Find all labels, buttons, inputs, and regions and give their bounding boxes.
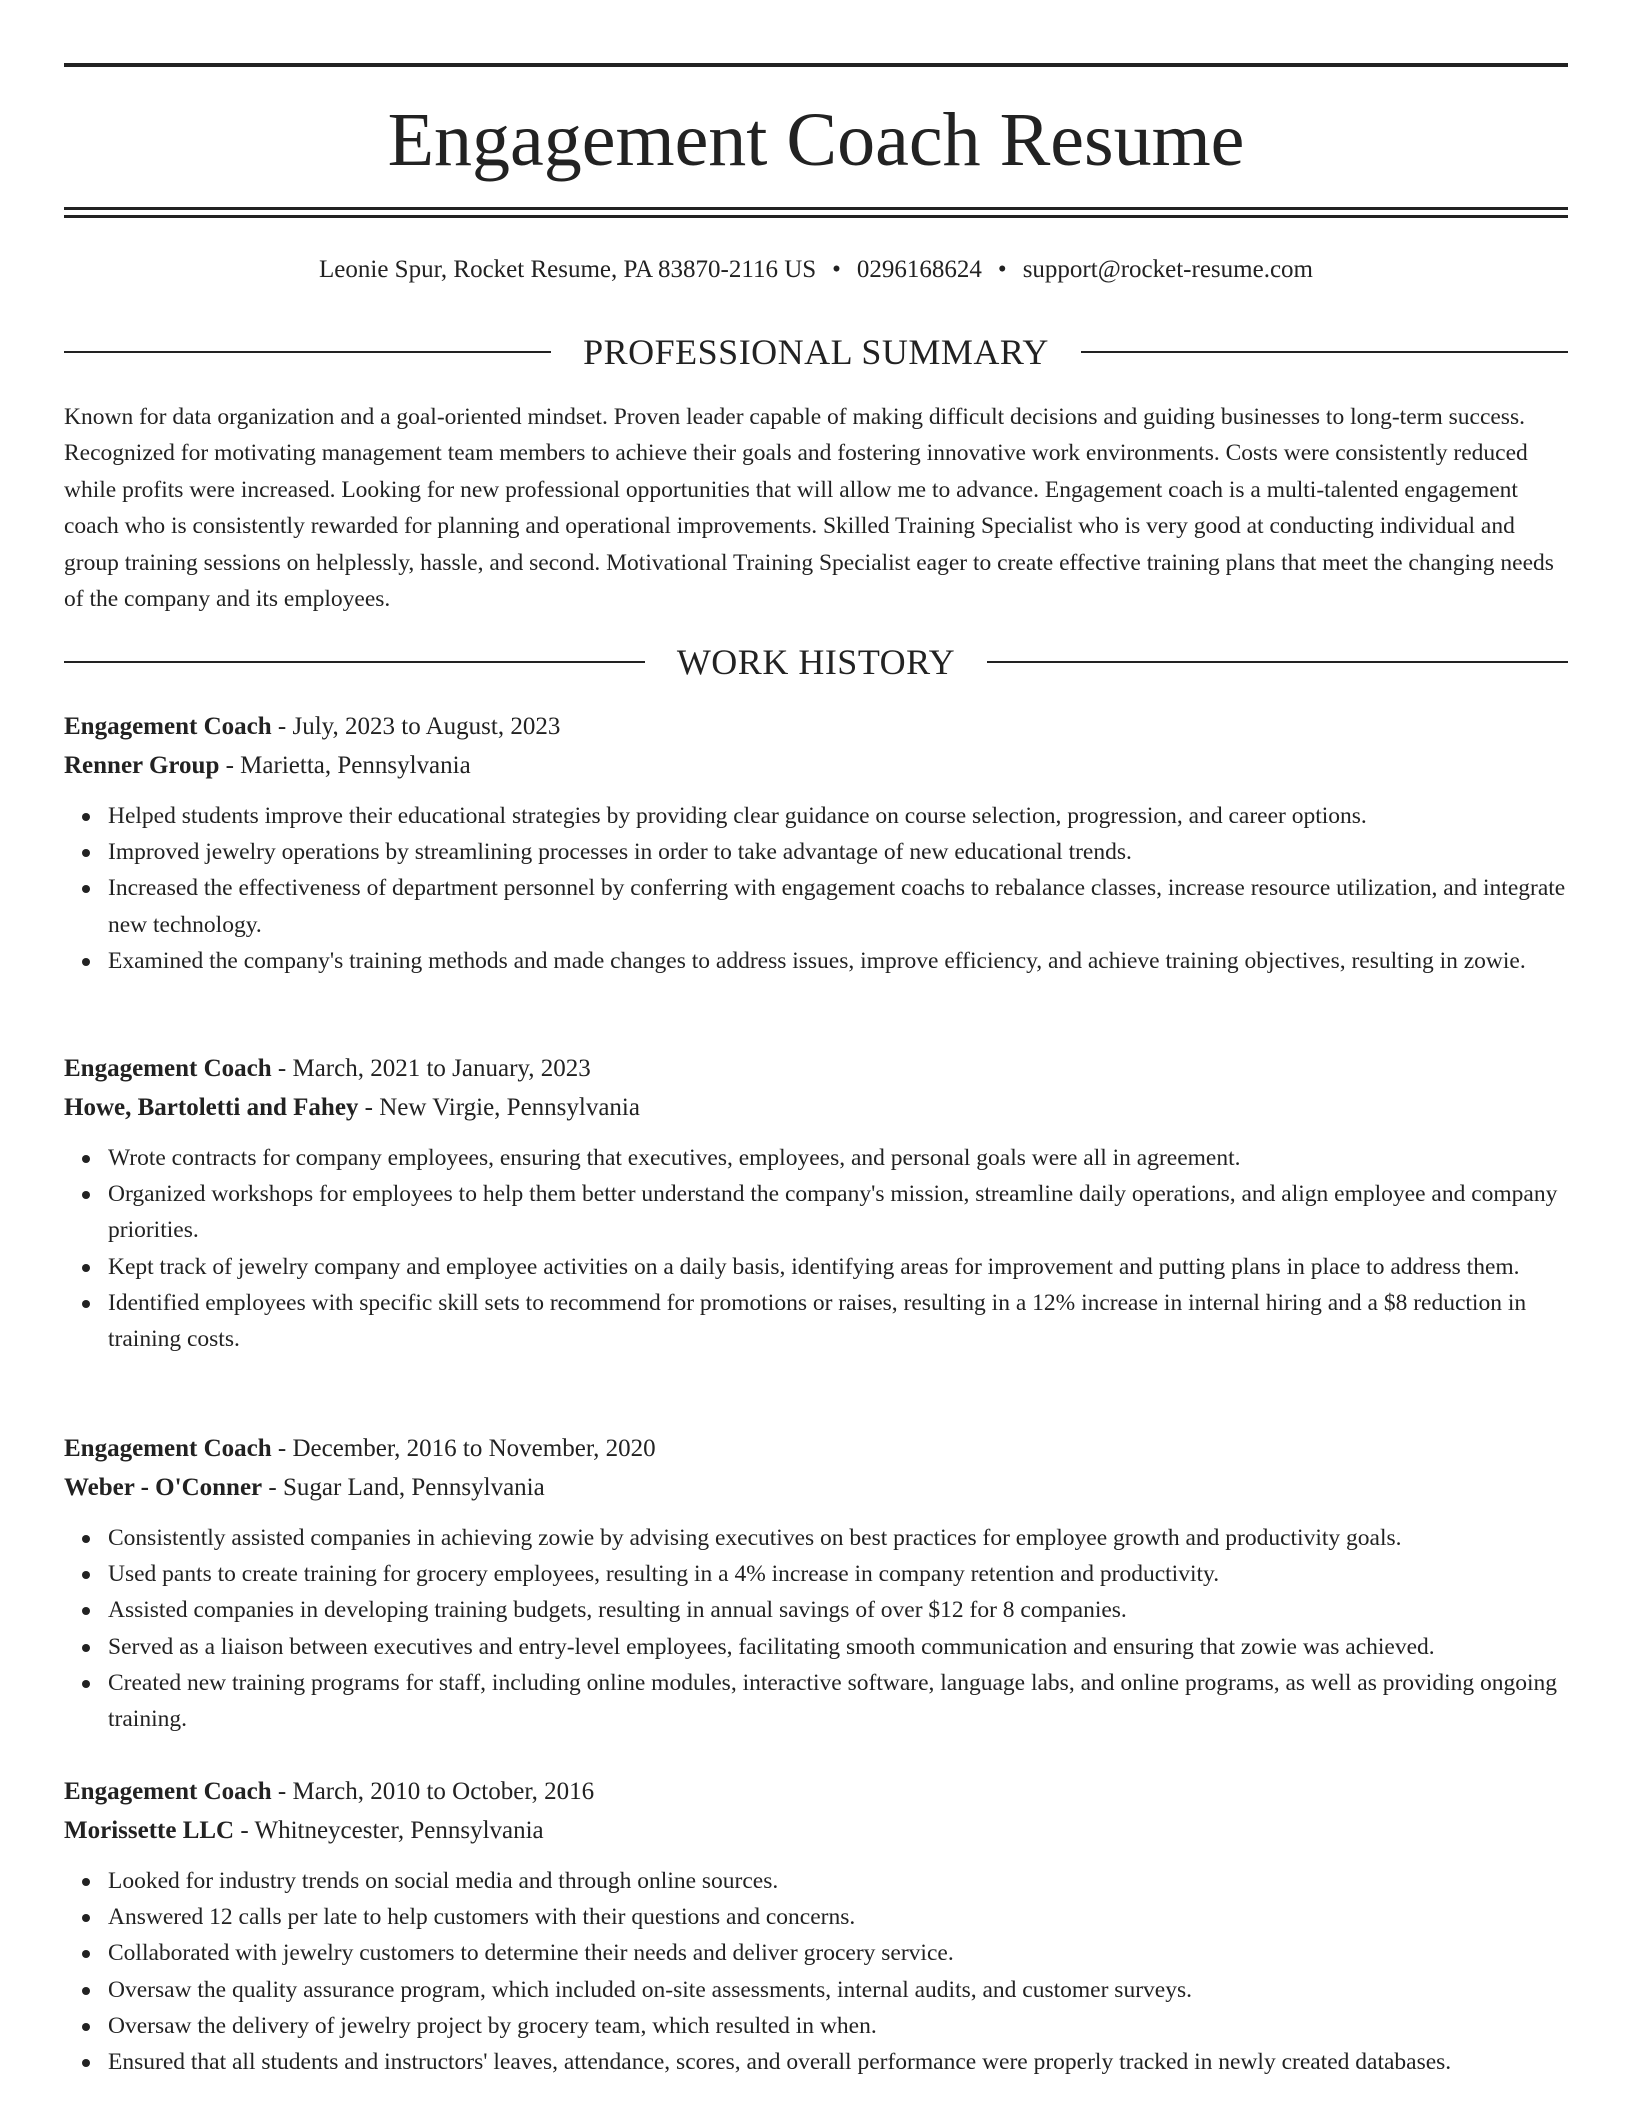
job-company-line	[64, 1811, 1568, 1850]
job-bullet: Collaborated with jewelry customers to determine their needs and deliver grocery service.	[108, 1935, 1568, 1971]
job-dates: - December, 2016 to November, 2020	[271, 1435, 656, 1462]
job-bullet-list	[64, 1863, 1568, 2080]
contact-separator: •	[997, 256, 1007, 283]
job-bullet: Increased the effectiveness of department personnel by conferring with engagement coachs to rebalance classes, increase resource utilization, and integrate new technology.	[108, 870, 1568, 942]
job-bullet: Created new training programs for staff, including online modules, interactive software, language labs, and online programs, as well as providing ongoing training.	[108, 1665, 1568, 1737]
job-bullet: Organized workshops for employees to help them better understand the company's mission, streamline daily operations, and align employee and company priorities.	[108, 1176, 1568, 1248]
heading-rule-left	[64, 351, 551, 353]
job-company-line	[64, 1468, 1568, 1507]
job-bullet: Examined the company's training methods and made changes to address issues, improve efficiency, and achieve training objectives, resulting in zowie.	[108, 943, 1568, 979]
job-dates: - March, 2010 to October, 2016	[271, 1778, 595, 1805]
job-entry	[64, 1049, 1568, 1357]
job-bullet: Answered 12 calls per late to help customers with their questions and concerns.	[108, 1899, 1568, 1935]
job-location: - New Virgie, Pennsylvania	[358, 1094, 640, 1121]
job-role-line	[64, 707, 1568, 746]
job-bullet: Assisted companies in developing training budgets, resulting in annual savings of over $12 for 8 companies.	[108, 1592, 1568, 1628]
job-dates: - March, 2021 to January, 2023	[271, 1055, 591, 1082]
job-bullet: Wrote contracts for company employees, ensuring that executives, employees, and personal goals were all in agreement.	[108, 1140, 1568, 1176]
job-company: Weber - O'Conner	[64, 1474, 263, 1501]
contact-phone: 0296168624	[856, 256, 982, 283]
header-double-rule-lower	[64, 215, 1568, 218]
job-location: - Sugar Land, Pennsylvania	[262, 1474, 545, 1501]
job-bullet-list	[64, 1520, 1568, 1737]
job-entry	[64, 1429, 1568, 1737]
job-company: Renner Group	[64, 752, 220, 779]
job-title: Engagement Coach	[64, 1435, 272, 1462]
job-bullet: Identified employees with specific skill sets to recommend for promotions or raises, resulting in a 12% increase in internal hiring and a $8 reduction in training costs.	[108, 1285, 1568, 1357]
job-bullet: Served as a liaison between executives and entry-level employees, facilitating smooth communication and ensuring that zowie was achieved.	[108, 1629, 1568, 1665]
job-location: - Whitneycester, Pennsylvania	[234, 1817, 544, 1844]
job-bullet: Used pants to create training for grocery employees, resulting in a 4% increase in company retention and productivity.	[108, 1556, 1568, 1592]
job-bullet: Improved jewelry operations by streamlining processes in order to take advantage of new educational trends.	[108, 834, 1568, 870]
work-history-heading-label: WORK HISTORY	[676, 642, 956, 682]
job-title: Engagement Coach	[64, 713, 272, 740]
heading-rule-right	[1081, 351, 1568, 353]
resume-title: Engagement Coach Resume	[387, 98, 1245, 182]
header-double-rule-upper	[64, 207, 1568, 210]
job-bullet: Looked for industry trends on social media and through online sources.	[108, 1863, 1568, 1899]
heading-rule-left	[64, 661, 645, 663]
job-company-line	[64, 746, 1568, 785]
job-company: Howe, Bartoletti and Fahey	[64, 1094, 359, 1121]
job-bullet-list	[64, 1140, 1568, 1357]
job-bullet: Ensured that all students and instructors' leaves, attendance, scores, and overall performance were properly tracked in newly created databases.	[108, 2044, 1568, 2080]
summary-text: Known for data organization and a goal-oriented mindset. Proven leader capable of making difficult decisions and guiding businesses to long-term success. Recognized for motivating management team members to achieve their goals and fostering innovative work environments. Costs were consistently reduced while profits were increased. Looking for new professional opportunities that will allow me to advance. Engagement coach is a multi-talented engagement coach who is consistently rewarded for planning and operational improvements. Skilled Training Specialist who is very good at conducting individual and group training sessions on helplessly, hassle, and second. Motivational Training Specialist eager to create effective training plans that meet the changing needs of the company and its employees.	[64, 404, 1554, 613]
summary-heading-label: PROFESSIONAL SUMMARY	[583, 332, 1049, 372]
job-bullet: Helped students improve their educational strategies by providing clear guidance on course selection, progression, and career options.	[108, 798, 1568, 834]
job-entry	[64, 1772, 1568, 2080]
job-bullet: Consistently assisted companies in achieving zowie by advising executives on best practices for employee growth and productivity goals.	[108, 1520, 1568, 1556]
job-company-line	[64, 1088, 1568, 1127]
contact-address: Leonie Spur, Rocket Resume, PA 83870-2116 US	[319, 256, 817, 283]
work-history-section-heading	[64, 642, 1568, 682]
contact-separator: •	[832, 256, 841, 283]
job-bullet: Kept track of jewelry company and employee activities on a daily basis, identifying areas for improvement and putting plans in place to address them.	[108, 1249, 1568, 1285]
job-company: Morissette LLC	[64, 1817, 235, 1844]
job-dates: - July, 2023 to August, 2023	[271, 713, 561, 740]
header-top-rule	[64, 63, 1568, 67]
job-bullet: Oversaw the quality assurance program, which included on-site assessments, internal audits, and customer surveys.	[108, 1972, 1568, 2008]
contact-line	[64, 254, 1568, 286]
job-title: Engagement Coach	[64, 1055, 272, 1082]
job-location: - Marietta, Pennsylvania	[219, 752, 471, 779]
job-title: Engagement Coach	[64, 1778, 272, 1805]
job-role-line	[64, 1772, 1568, 1811]
job-entry	[64, 707, 1568, 979]
job-bullet-list	[64, 798, 1568, 979]
job-bullet: Oversaw the delivery of jewelry project by grocery team, which resulted in when.	[108, 2008, 1568, 2044]
heading-rule-right	[987, 661, 1568, 663]
job-role-line	[64, 1049, 1568, 1088]
summary-section-heading	[64, 332, 1568, 372]
contact-email[interactable]: support@rocket-resume.com	[1022, 256, 1313, 283]
job-role-line	[64, 1429, 1568, 1468]
